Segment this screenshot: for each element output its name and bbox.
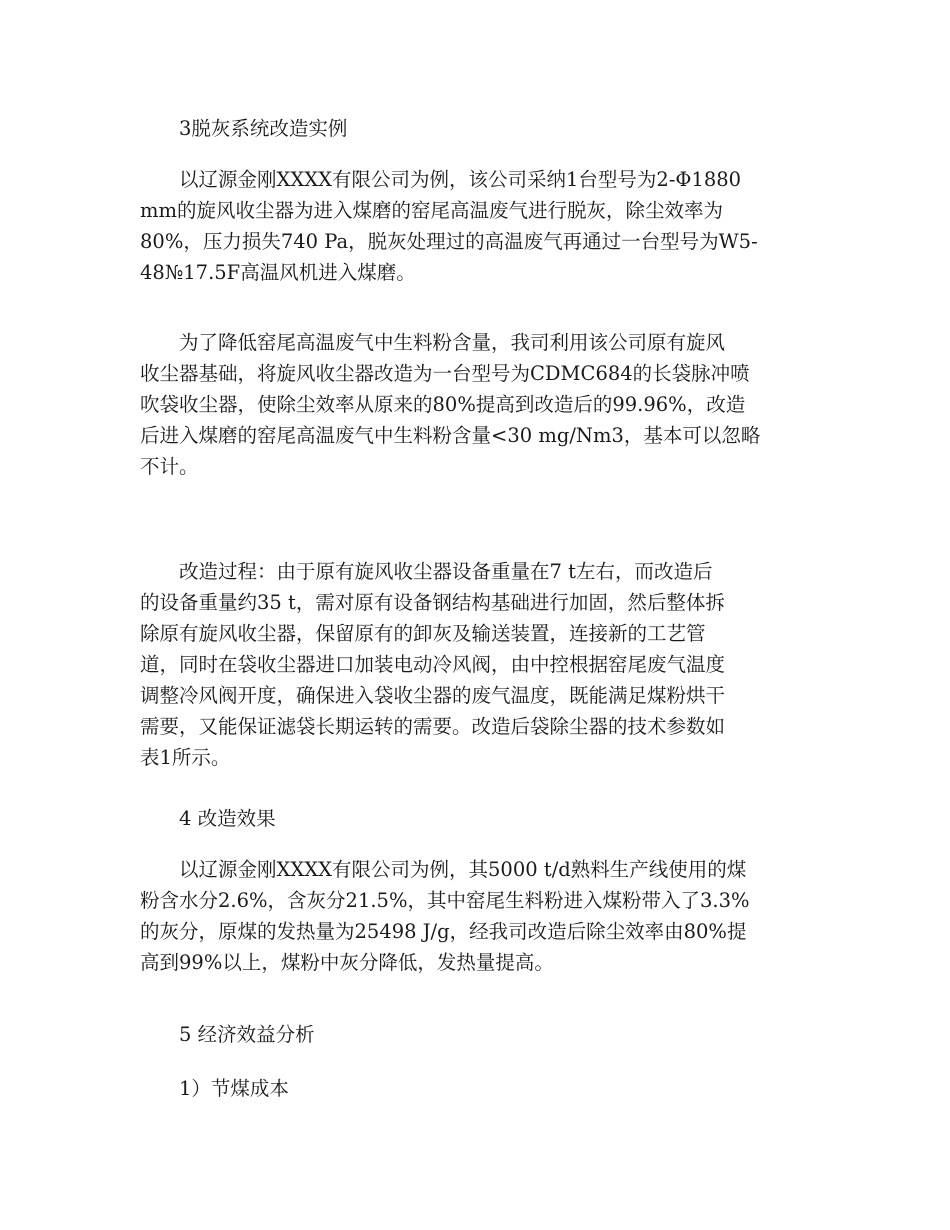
- paragraph-line: 为了降低窑尾高温废气中生料粉含量，我司利用该公司原有旋风: [179, 331, 726, 354]
- paragraph-line: 48№17.5F高温风机进入煤磨。: [140, 261, 416, 284]
- paragraph-line: mm的旋风收尘器为进入煤磨的窑尾高温废气进行脱灰，除尘效率为: [140, 199, 723, 222]
- paragraph-line: 道，同时在袋收尘器进口加装电动冷风阀，由中控根据窑尾废气温度: [140, 653, 726, 676]
- paragraph-retrofit-effect: [140, 854, 812, 978]
- section-heading-5: 5 经济效益分析: [179, 1023, 315, 1046]
- subsection-heading-coal-saving: 1）节煤成本: [179, 1077, 289, 1100]
- paragraph-dedusting-example: [140, 164, 812, 288]
- paragraph-line: 的设备重量约35 t，需对原有设备钢结构基础进行加固，然后整体拆: [140, 591, 725, 614]
- paragraph-line: 高到99%以上，煤粉中灰分降低，发热量提高。: [140, 951, 554, 974]
- section-heading-4: 4 改造效果: [179, 807, 276, 830]
- paragraph-line: 表1所示。: [140, 746, 231, 769]
- paragraph-line: 调整冷风阀开度，确保进入袋收尘器的废气温度，既能满足煤粉烘干: [140, 684, 726, 707]
- paragraph-line: 以辽源金刚XXXX有限公司为例，其5000 t/d熟料生产线使用的煤: [179, 858, 747, 881]
- paragraph-line: 以辽源金刚XXXX有限公司为例，该公司采纳1台型号为2-Φ1880: [179, 168, 742, 191]
- paragraph-retrofit-process: [140, 556, 812, 773]
- paragraph-line: 吹袋收尘器，使除尘效率从原来的80%提高到改造后的99.96%，改造: [140, 393, 746, 416]
- paragraph-line: 的灰分，原煤的发热量为25498 J/g，经我司改造后除尘效率由80%提: [140, 920, 747, 943]
- paragraph-line: 收尘器基础，将旋风收尘器改造为一台型号为CDMC684的长袋脉冲喷: [140, 362, 750, 385]
- paragraph-line: 80%，压力损失740 Pa，脱灰处理过的高温废气再通过一台型号为W5-: [140, 230, 758, 253]
- section-heading-3: 3脱灰系统改造实例: [179, 117, 348, 140]
- paragraph-line: 粉含水分2.6%，含灰分21.5%，其中窑尾生料粉进入煤粉带入了3.3%: [140, 889, 750, 912]
- paragraph-line: 需要，又能保证滤袋长期运转的需要。改造后袋除尘器的技术参数如: [140, 715, 726, 738]
- paragraph-line: 后进入煤磨的窑尾高温废气中生料粉含量<30 mg/Nm3，基本可以忽略: [140, 424, 761, 447]
- paragraph-line: 改造过程：由于原有旋风收尘器设备重量在7 t左右，而改造后: [179, 560, 713, 583]
- paragraph-retrofit-description: [140, 327, 812, 482]
- paragraph-line: 除原有旋风收尘器，保留原有的卸灰及输送装置，连接新的工艺管: [140, 622, 706, 645]
- paragraph-line: 不计。: [140, 455, 199, 478]
